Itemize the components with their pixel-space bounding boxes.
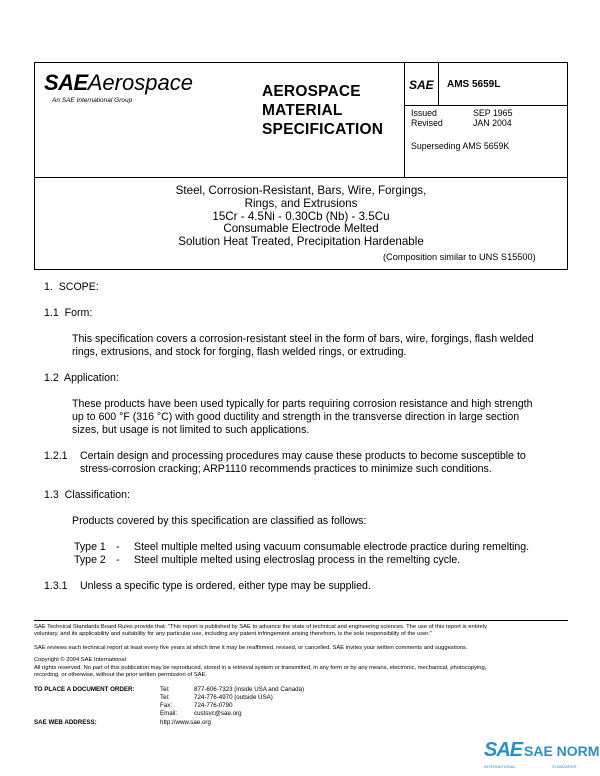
watermark-left: INTERNATIONAL [484,764,516,769]
watermark-text: SAE NORM [524,743,600,759]
section-1-2-text: These products have been used typically for parts requiring corrosion resistance and high strength up to 600 °F (316 °C) with good ductility and strength in the transverse direction in large section sizes, but usage is not limited to such applications. [72,398,533,436]
footer-rules-paragraph: SAE Technical Standards Board Rules provide that: "This report is published by SAE to advance the state of technical and engineering sciences. The use of this report is entirely voluntary, and its applicability and suitability for any particular use, including any patent infringement arising therefrom, is the sole responsibility of the user." [34,624,487,638]
spec-number: AMS 5659L [447,79,501,90]
section-1-3-1-text: Unless a specific type is ordered, either type may be supplied. [80,580,371,592]
logo-tagline: An SAE International Group [52,97,133,104]
web-value[interactable]: http://www.sae.org [160,719,211,726]
type-2-dash: - [116,554,120,566]
tel2-value[interactable]: 724-776-4970 (outside USA) [194,694,273,701]
spec-box-hline [404,105,567,106]
section-1-heading: 1. SCOPE: [44,281,99,293]
footer-rule [34,620,568,621]
fax-value: 724-776-0790 [194,702,233,709]
web-label: SAE WEB ADDRESS: [34,719,97,726]
issued-label: Issued [411,108,437,118]
logo-sae-text: SAE [44,70,88,95]
section-1-1-text: This specification covers a corrosion-resistant steel in the form of bars, wire, forgings, flash welded rings, extrusions, and stock for forging, flash welded rings, or extruding. [72,333,534,358]
revised-date: JAN 2004 [473,118,512,128]
subject-divider [34,269,568,270]
section-1-3-heading: 1.3 Classification: [44,489,130,501]
watermark-right: STANDARDS [552,764,577,769]
type-2-label: Type 2 [74,554,106,566]
frame-right [567,62,568,270]
tel2-label: Tel: [160,694,170,701]
footer-copyright: Copyright © 2004 SAE International [34,657,126,663]
type-2-text: Steel multiple melted using electroslag process in the remelting cycle. [134,554,461,566]
subject-block [35,185,567,249]
section-1-3-1-number: 1.3.1 [44,580,68,592]
section-1-2-1-number: 1.2.1 [44,450,68,462]
fax-label: Fax: [160,702,173,709]
frame-top [34,62,568,63]
section-1-2-1-text: Certain design and processing procedures may cause these products to become susceptible to stress-corrosion cracking; ARP1110 recommends practices to minimize such conditions. [80,450,526,475]
section-1-3-text: Products covered by this specification are classified as follows: [72,515,367,527]
sae-small-logo: SAE [409,78,434,92]
spec-box-left [404,62,405,177]
subject-line: Consumable Electrode Melted [223,222,379,236]
subject-line: 15Cr - 4.5Ni - 0.30Cb (Nb) - 3.5Cu [212,209,390,223]
header-divider [34,177,568,178]
subject-line: Solution Heat Treated, Precipitation Hardenable [178,235,424,249]
watermark-logo: SAE [484,739,523,761]
sae-aerospace-logo [44,70,193,96]
logo-aerospace-text: Aerospace [87,70,193,95]
tel-label: Tel: [160,686,170,693]
tel-value[interactable]: 877-606-7323 (inside USA and Canada) [194,686,305,693]
superseding-note: Superseding AMS 5659K [411,141,510,151]
title-line-2: MATERIAL [262,102,343,119]
title-line-1: AEROSPACE [262,83,361,100]
email-label: Email: [160,710,178,717]
subject-line: Steel, Corrosion-Resistant, Bars, Wire, Forgings, [175,184,427,197]
subject-line: Rings, and Extrusions [244,196,358,210]
type-1-label: Type 1 [74,541,106,553]
spec-box-inner [438,62,439,105]
type-1-text: Steel multiple melted using vacuum consumable electrode practice during remelting. [134,541,530,553]
issued-date: SEP 1965 [473,108,513,118]
title-line-3: SPECIFICATION [262,121,384,138]
sae-norm-watermark [484,739,600,773]
composition-note: (Composition similar to UNS S15500) [383,252,536,262]
section-1-2-heading: 1.2 Application: [44,372,119,384]
footer-review-paragraph: SAE reviews each technical report at least every five years at which time it may be reaffirmed, revised, or cancelled. SAE invites your written comments and suggestions. [34,645,468,651]
document-type-title [262,82,383,139]
email-value[interactable]: custsvc@sae.org [194,710,242,717]
section-1-1-heading: 1.1 Form: [44,307,93,319]
revised-label: Revised [411,118,443,128]
footer-rights-paragraph: All rights reserved. No part of this publication may be reproduced, stored in a retrieval system or transmitted, in any form or by any means, electronic, mechanical, photocopying, recording, or otherwise, without the prior written permission of SAE. [34,665,487,679]
order-label: TO PLACE A DOCUMENT ORDER: [34,686,135,693]
type-1-dash: - [116,541,120,553]
